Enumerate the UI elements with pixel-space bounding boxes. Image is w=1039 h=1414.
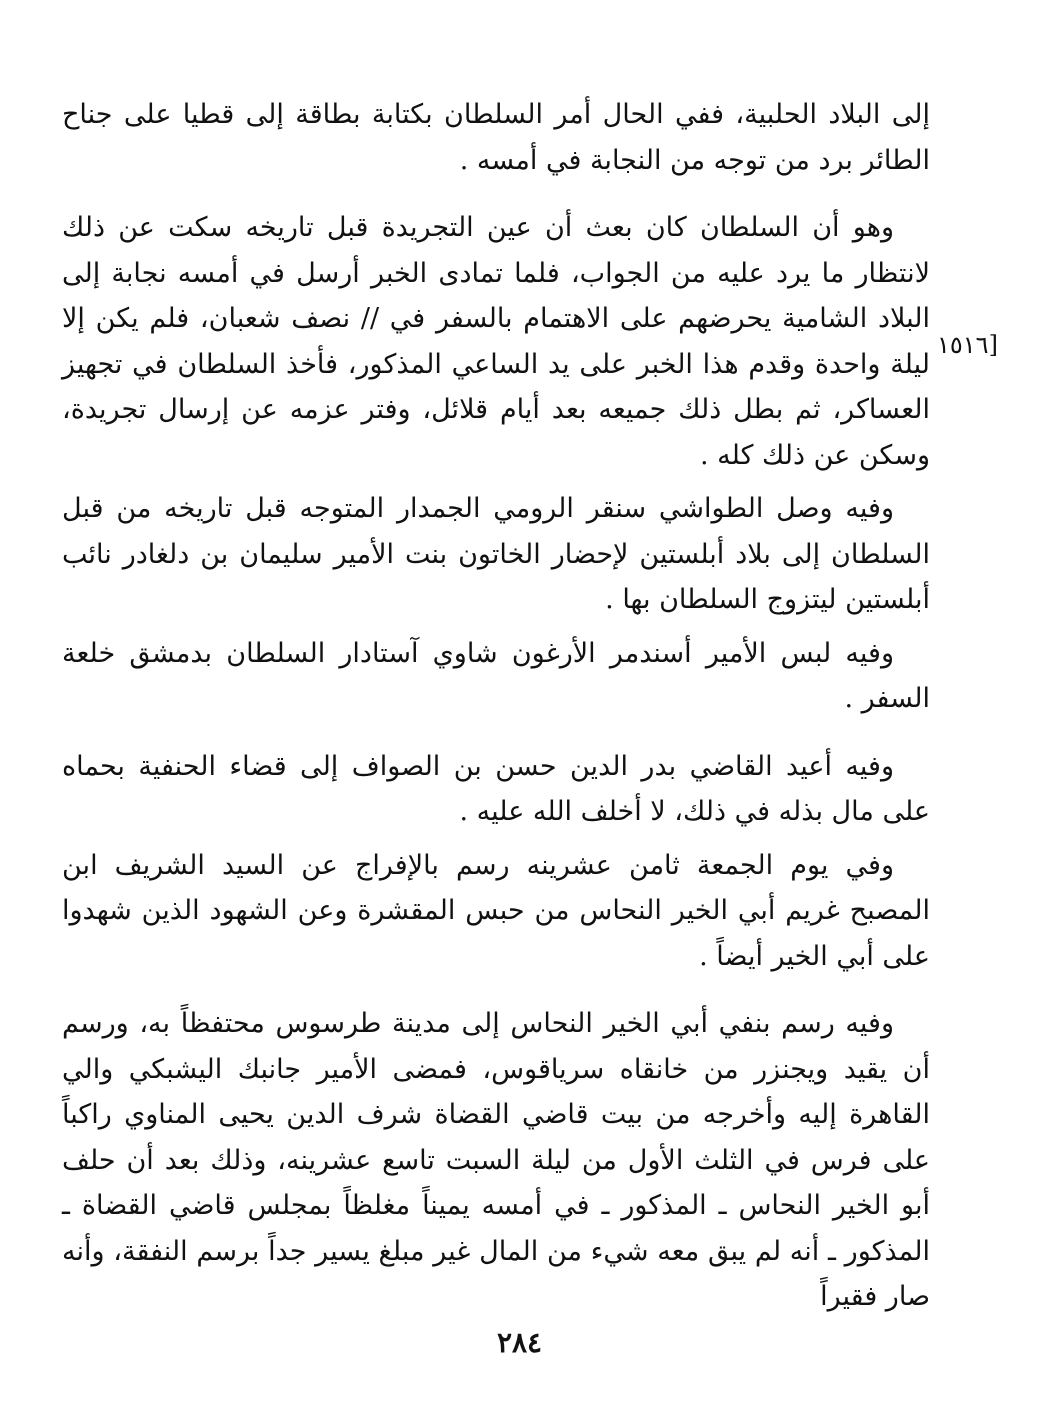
- paragraph-2: وهو أن السلطان كان بعث أن عين التجريدة قبل تاريخه سكت عن ذلك لانتظار ما يرد عليه من الجواب، فلما تمادى الخبر أرسل في أمسه نجابة إلى البلاد الشامية يحرضهم على الاهتمام بالسفر في // نصف شعبان، فلم يكن إلا ليلة واحدة وقدم هذا الخبر على يد الساعي المذكور، فأخذ السلطان في تجهيز العساكر، ثم بطل ذلك جميعه بعد أيام قلائل، وفتر عزمه عن إرسال تجريدة، وسكن عن ذلك كله .: [62, 212, 930, 471]
- page-number: ٢٨٤: [496, 1326, 543, 1359]
- marginal-page-reference: [١٥١٦: [937, 331, 998, 359]
- paragraph-3: وفيه وصل الطواشي سنقر الرومي الجمدار المتوجه قبل تاريخه من قبل السلطان إلى بلاد أبلستين لإحضار الخاتون بنت الأمير سليمان بن دلغادر نائب أبلستين ليتزوج السلطان بها .: [62, 493, 930, 615]
- page-body: [62, 92, 930, 1320]
- paragraph-1: إلى البلاد الحلبية، ففي الحال أمر السلطان بكتابة بطاقة إلى قطيا على جناح الطائر برد من توجه من النجابة في أمسه .: [62, 99, 930, 176]
- paragraph-4: وفيه لبس الأمير أسندمر الأرغون شاوي آستادار السلطان بدمشق خلعة السفر .: [62, 637, 930, 714]
- paragraph-5: وفيه أعيد القاضي بدر الدين حسن بن الصواف إلى قضاء الحنفية بحماه على مال بذله في ذلك، لا أخلف الله عليه .: [62, 750, 930, 827]
- paragraph-6: وفي يوم الجمعة ثامن عشرينه رسم بالإفراج عن السيد الشريف ابن المصبح غريم أبي الخير النحاس من حبس المقشرة وعن الشهود الذين شهدوا على أبي الخير أيضاً .: [62, 849, 930, 972]
- paragraph-7: وفيه رسم بنفي أبي الخير النحاس إلى مدينة طرسوس محتفظاً به، ورسم أن يقيد ويجنزر من خانقاه سرياقوس، فمضى الأمير جانبك اليشبكي والي القاهرة إليه وأخرجه من بيت قاضي القضاة شرف الدين يحيى المناوي راكباً على فرس في الثلث الأول من ليلة السبت تاسع عشرينه، وذلك بعد أن حلف أبو الخير النحاس ـ المذكور ـ في أمسه يميناً مغلظاً بمجلس قاضي القضاة ـ المذكور ـ أنه لم يبق معه شيء من المال غير مبلغ يسير جداً برسم النفقة، وأنه صار فقيراً: [62, 1008, 930, 1312]
